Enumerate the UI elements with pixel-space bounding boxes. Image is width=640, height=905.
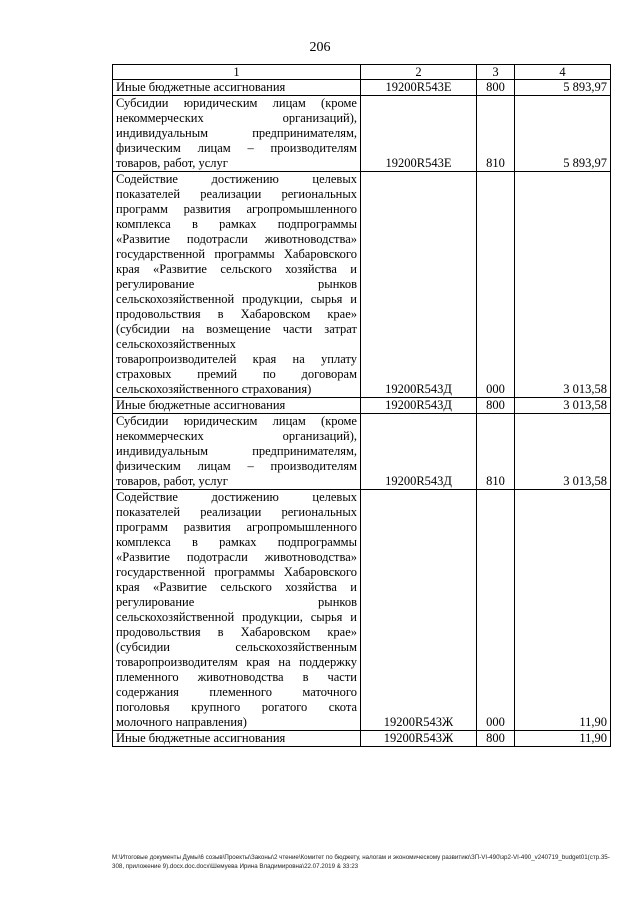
row-name: Иные бюджетные ассигнования <box>113 80 361 96</box>
row-name: Содействие достижению целевых показателей реализации региональных программ развития агропромышленного комплекса в рамках подпрограммы «Развитие подотрасли животноводства» государственной программы Хабаровского края «Развитие сельского хозяйства и регулирование рынков сельскохозяйственной продукции, сырья и продовольствия в Хабаровском крае» (субсидии на возмещение части затрат сельскохозяйственных товаропроизводителей края на уплату страховых премий по договорам сельскохозяйственного страхования) <box>113 172 361 398</box>
row-type: 000 <box>477 490 515 731</box>
row-type: 810 <box>477 96 515 172</box>
table-row <box>113 414 611 490</box>
row-amount: 5 893,97 <box>515 80 611 96</box>
row-type: 800 <box>477 80 515 96</box>
table-row <box>113 490 611 731</box>
table-row <box>113 96 611 172</box>
page-number: 206 <box>309 40 331 55</box>
row-type: 000 <box>477 172 515 398</box>
row-amount: 3 013,58 <box>515 414 611 490</box>
table-row <box>113 398 611 414</box>
header-col-4: 4 <box>515 65 611 80</box>
row-name: Иные бюджетные ассигнования <box>113 731 361 747</box>
row-amount: 11,90 <box>515 490 611 731</box>
header-col-1: 1 <box>113 65 361 80</box>
row-name: Субсидии юридическим лицам (кроме некоммерческих организаций), индивидуальным предпринимателям, физическим лицам – производителям товаров, работ, услуг <box>113 96 361 172</box>
row-code: 19200R543E <box>361 96 477 172</box>
table-row <box>113 172 611 398</box>
row-code: 19200R543Д <box>361 172 477 398</box>
row-amount: 11,90 <box>515 731 611 747</box>
row-type: 800 <box>477 398 515 414</box>
row-amount: 3 013,58 <box>515 172 611 398</box>
row-amount: 5 893,97 <box>515 96 611 172</box>
row-type: 810 <box>477 414 515 490</box>
row-code: 19200R543E <box>361 80 477 96</box>
header-col-2: 2 <box>361 65 477 80</box>
row-code: 19200R543Д <box>361 398 477 414</box>
row-name: Иные бюджетные ассигнования <box>113 398 361 414</box>
row-type: 800 <box>477 731 515 747</box>
table-row <box>113 80 611 96</box>
table-row <box>113 731 611 747</box>
table-header-row <box>113 65 611 80</box>
header-col-3: 3 <box>477 65 515 80</box>
row-code: 19200R543Ж <box>361 731 477 747</box>
row-code: 19200R543Ж <box>361 490 477 731</box>
row-amount: 3 013,58 <box>515 398 611 414</box>
row-code: 19200R543Д <box>361 414 477 490</box>
row-name: Субсидии юридическим лицам (кроме некоммерческих организаций), индивидуальным предпринимателям, физическим лицам – производителям товаров, работ, услуг <box>113 414 361 490</box>
budget-table <box>112 64 611 747</box>
row-name: Содействие достижению целевых показателей реализации региональных программ развития агропромышленного комплекса в рамках подпрограммы «Развитие подотрасли животноводства» государственной программы Хабаровского края «Развитие сельского хозяйства и регулирование рынков сельскохозяйственной продукции, сырья и продовольствия в Хабаровском крае» (субсидии сельскохозяйственным товаропроизводителям края на поддержку племенного животноводства в части содержания племенного маточного поголовья крупного рогатого скота молочного направления) <box>113 490 361 731</box>
document-footer-path: M:\Итоговые документы Думы\6 созыв\Проекты\Законы\2 чтение\Комитет по бюджету, налогам и экономическому развитию\ЗП-VI-490\зр2-VI-490_v240719_budget01(стр.35-308, приложение 9).docx.doc.docx\Шемуева Ирина Владимировна\22.07.2019 & 33:23 <box>112 854 610 870</box>
